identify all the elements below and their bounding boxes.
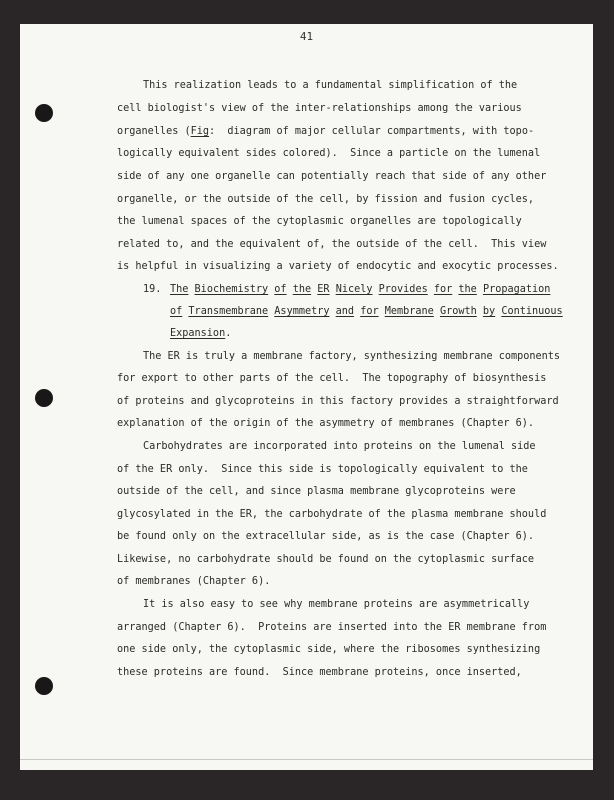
punch-hole bbox=[35, 389, 53, 407]
text-line: Carbohydrates are incorporated into proteins on the lumenal side bbox=[143, 441, 536, 452]
text-line: of the ER only. Since this side is topologically equivalent to the bbox=[117, 464, 528, 475]
text-line: This realization leads to a fundamental simplification of the bbox=[143, 80, 518, 91]
page-edge-rule bbox=[20, 759, 593, 760]
text-line: It is also easy to see why membrane proteins are asymmetrically bbox=[143, 599, 530, 610]
text-line: for export to other parts of the cell. The topography of biosynthesis bbox=[117, 373, 547, 384]
text-line: one side only, the cytoplasmic side, where the ribosomes synthesizing bbox=[117, 644, 541, 655]
text-line: of proteins and glycoproteins in this factory provides a straightforward bbox=[117, 396, 559, 407]
text-line: is helpful in visualizing a variety of endocytic and exocytic processes. bbox=[117, 261, 559, 272]
punch-hole bbox=[35, 104, 53, 122]
section-title-line: The Biochemistry of the ER Nicely Provides for the Propagation bbox=[170, 284, 551, 295]
figure-reference: Fig bbox=[190, 126, 210, 137]
text-line: cell biologist's view of the inter-relationships among the various bbox=[117, 103, 522, 114]
text-line: of membranes (Chapter 6). bbox=[117, 576, 271, 587]
text-line: outside of the cell, and since plasma membrane glycoproteins were bbox=[117, 486, 516, 497]
text-line: these proteins are found. Since membrane proteins, once inserted, bbox=[117, 667, 522, 678]
section-title-line: of Transmembrane Asymmetry and for Membrane Growth by Continuous bbox=[170, 306, 563, 317]
text-line: Likewise, no carbohydrate should be found on the cytoplasmic surface bbox=[117, 554, 535, 565]
text-line: the lumenal spaces of the cytoplasmic organelles are topologically bbox=[117, 216, 522, 227]
page-number: 41 bbox=[299, 30, 314, 43]
text-line: organelle, or the outside of the cell, by fission and fusion cycles, bbox=[117, 194, 535, 205]
text-line: glycosylated in the ER, the carbohydrate of the plasma membrane should bbox=[117, 509, 547, 520]
text-line: explanation of the origin of the asymmetry of membranes (Chapter 6). bbox=[117, 418, 535, 429]
text-line: The ER is truly a membrane factory, synthesizing membrane components bbox=[143, 351, 561, 362]
section-number: 19. bbox=[143, 284, 162, 295]
text-line: organelles (Fig: diagram of major cellular compartments, with topo- bbox=[117, 126, 535, 137]
document-page bbox=[20, 24, 593, 770]
text-line: side of any one organelle can potentially reach that side of any other bbox=[117, 171, 547, 182]
punch-hole bbox=[35, 677, 53, 695]
text-line: arranged (Chapter 6). Proteins are inserted into the ER membrane from bbox=[117, 622, 547, 633]
text-line: related to, and the equivalent of, the outside of the cell. This view bbox=[117, 239, 547, 250]
text-line: be found only on the extracellular side, as is the case (Chapter 6). bbox=[117, 531, 535, 542]
section-title-line: Expansion. bbox=[170, 328, 232, 339]
text-line: logically equivalent sides colored). Since a particle on the lumenal bbox=[117, 148, 541, 159]
